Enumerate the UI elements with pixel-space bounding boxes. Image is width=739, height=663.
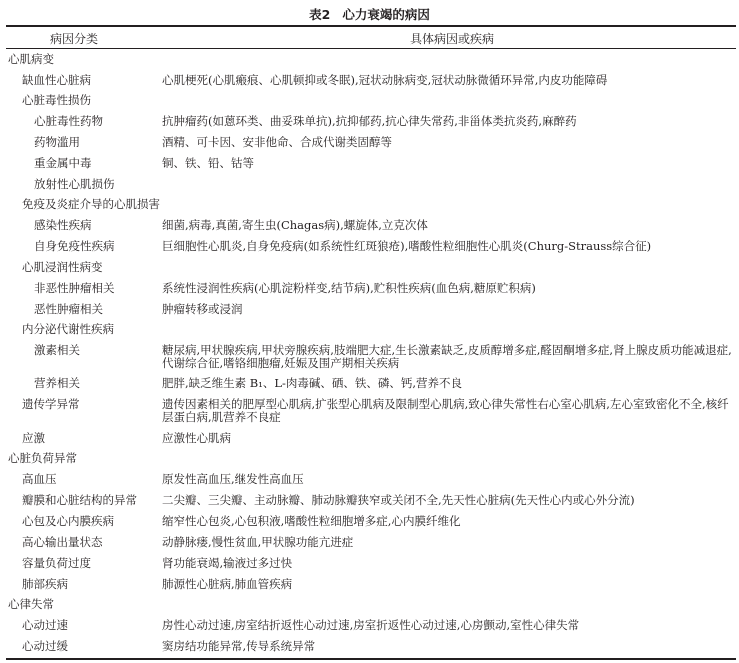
row-detail: 巨细胞性心肌炎,自身免疫病(如系统性红斑狼疮),嗜酸性粒细胞性心肌炎(Churg-Strauss综合征)	[162, 239, 652, 253]
table-number: 表2	[309, 7, 331, 22]
bottom-rule	[6, 658, 736, 660]
row-detail: 系统性浸润性疾病(心肌淀粉样变,结节病),贮积性疾病(血色病,糖原贮积病)	[162, 281, 536, 295]
row-detail: 细菌,病毒,真菌,寄生虫(Chagas病),螺旋体,立克次体	[162, 218, 428, 232]
row-detail: 窦房结功能异常,传导系统异常	[162, 639, 316, 653]
row-category: 放射性心肌损伤	[34, 177, 115, 191]
row-category: 心动过速	[22, 618, 68, 632]
table-caption: 心力衰竭的病因	[342, 7, 430, 22]
row-category: 药物滥用	[34, 135, 80, 149]
row-detail: 缩窄性心包炎,心包积液,嗜酸性粒细胞增多症,心内膜纤维化	[162, 514, 461, 528]
row-category: 心脏负荷异常	[8, 451, 77, 465]
header-category: 病因分类	[50, 32, 99, 46]
row-detail: 肥胖,缺乏维生素 B₁、L-肉毒碱、硒、铁、磷、钙,营养不良	[162, 376, 463, 390]
row-category: 应激	[22, 431, 45, 445]
row-detail: 遗传因素相关的肥厚型心肌病,扩张型心肌病及限制型心肌病,致心律失常性右心室心肌病,左心室致密化不全,核纤层蛋白病,肌营养不良症	[162, 397, 729, 424]
row-category: 营养相关	[34, 376, 80, 390]
row-category: 瓣膜和心脏结构的异常	[22, 493, 137, 507]
header-detail: 具体病因或疾病	[410, 32, 495, 46]
row-category: 高血压	[22, 472, 57, 486]
row-detail: 抗肿瘤药(如蒽环类、曲妥珠单抗),抗抑郁药,抗心律失常药,非甾体类抗炎药,麻醉药	[162, 114, 577, 128]
row-category: 心肌浸润性病变	[22, 260, 103, 274]
row-category: 高心输出量状态	[22, 535, 103, 549]
row-category: 免疫及炎症介导的心肌损害	[22, 197, 160, 211]
row-detail: 肺源性心脏病,肺血管疾病	[162, 577, 293, 591]
row-category: 心包及心内膜疾病	[22, 514, 114, 528]
row-category: 重金属中毒	[34, 156, 92, 170]
row-detail: 动静脉瘘,慢性贫血,甲状腺功能亢进症	[162, 535, 354, 549]
row-detail: 糖尿病,甲状腺疾病,甲状旁腺疾病,肢端肥大症,生长激素缺乏,皮质醇增多症,醛固酮增多症,肾上腺皮质功能减退症,代谢综合征,嗜铬细胞瘤,妊娠及围产期相关疾病	[162, 343, 732, 370]
row-category: 心脏毒性损伤	[22, 93, 91, 107]
row-category: 缺血性心脏病	[22, 73, 91, 87]
row-detail: 房性心动过速,房室结折返性心动过速,房室折返性心动过速,心房颤动,室性心律失常	[162, 618, 580, 632]
row-category: 激素相关	[34, 343, 80, 357]
row-detail: 肿瘤转移或浸润	[162, 302, 243, 316]
row-detail: 二尖瓣、三尖瓣、主动脉瓣、肺动脉瓣狭窄或关闭不全,先天性心脏病(先天性心内或心外分流)	[162, 493, 635, 507]
row-detail: 原发性高血压,继发性高血压	[162, 472, 304, 486]
row-detail: 心肌梗死(心肌瘢痕、心肌顿抑或冬眠),冠状动脉病变,冠状动脉微循环异常,内皮功能障碍	[162, 73, 608, 87]
row-category: 感染性疾病	[34, 218, 92, 232]
row-category: 恶性肿瘤相关	[34, 302, 103, 316]
row-category: 心律失常	[8, 597, 54, 611]
row-detail: 酒精、可卡因、安非他命、合成代谢类固醇等	[162, 135, 392, 149]
row-category: 遗传学异常	[22, 397, 80, 411]
row-detail: 肾功能衰竭,输液过多过快	[162, 556, 293, 570]
row-category: 心肌病变	[8, 52, 54, 66]
row-category: 非恶性肿瘤相关	[34, 281, 115, 295]
row-category: 心动过缓	[22, 639, 68, 653]
row-category: 容量负荷过度	[22, 556, 91, 570]
row-category: 肺部疾病	[22, 577, 68, 591]
row-category: 内分泌代谢性疾病	[22, 322, 114, 336]
row-detail: 应激性心肌病	[162, 431, 231, 445]
row-detail: 铜、铁、铅、钴等	[162, 156, 254, 170]
row-category: 心脏毒性药物	[34, 114, 103, 128]
row-category: 自身免疫性疾病	[34, 239, 115, 253]
